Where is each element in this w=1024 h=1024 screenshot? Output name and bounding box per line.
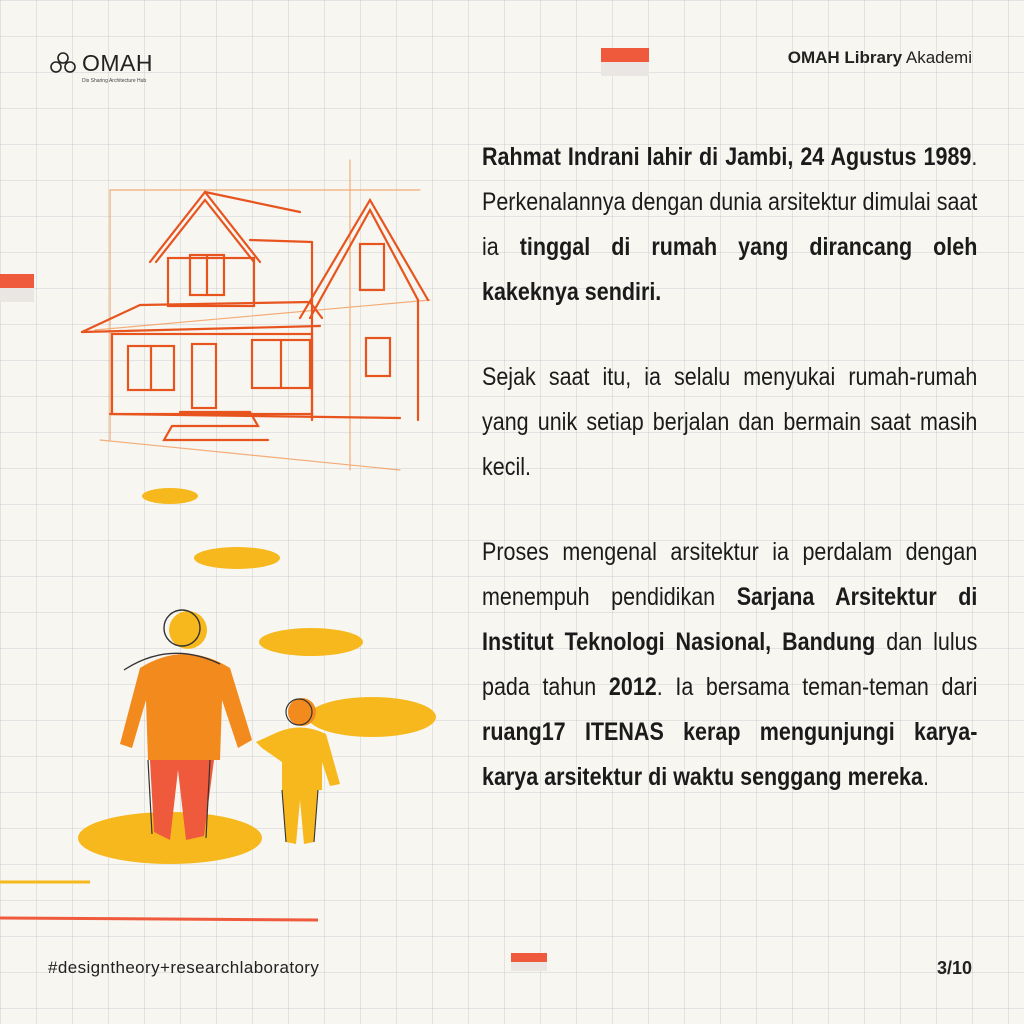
bold-text-run: tinggal di rumah yang dirancang oleh kakeknya sendiri. [482,233,978,306]
paragraph-1 [482,135,977,315]
paragraph-2 [482,355,977,490]
brand-header [788,48,972,68]
text-run: . Perkenalannya dengan dunia arsitektur dimulai saat ia [482,143,978,261]
omah-logo [48,48,178,88]
logo-wordmark: OMAH [82,50,153,76]
ground-line-red [0,918,318,920]
page-number: 3/10 [936,958,972,978]
logo-mark-icon [48,52,78,74]
footprint-spots [78,488,436,864]
flag-decoration-bottom [511,953,547,971]
brand-regular: Akademi [905,48,972,67]
brand-bold: OMAH Library [787,48,903,67]
grandfather-illustration [120,610,252,840]
paragraph-3 [482,530,977,800]
text-run: dan lulus pada tahun [482,628,978,701]
text-run: . Ia bersama teman-teman dari [656,673,978,701]
text-run: Proses mengenal arsitektur ia perdalam dengan menempuh pendidikan [482,538,978,611]
illustration [0,140,460,940]
biography-text [482,135,977,840]
bold-text-run: 2012 [608,673,657,701]
flag-decoration-top [601,48,649,76]
bold-text-run: ruang17 ITENAS kerap mengunjungi karya-karya arsitektur di waktu senggang mereka [482,718,978,791]
house-sketch-illustration [82,160,430,470]
text-run: . [922,763,929,791]
text-run: Sejak saat itu, ia selalu menyukai rumah-rumah yang unik setiap berjalan dan bermain saat masih kecil. [482,363,978,481]
footer-hashtag: #designtheory+researchlaboratory [48,958,320,977]
bold-text-run: Sarjana Arsitektur di Institut Teknologi Nasional, Bandung [482,583,978,656]
logo-tagline: Dis Sharing Architecture Hub [82,78,147,84]
bold-text-run: Rahmat Indrani lahir di Jambi, 24 Agustus 1989 [482,143,972,171]
